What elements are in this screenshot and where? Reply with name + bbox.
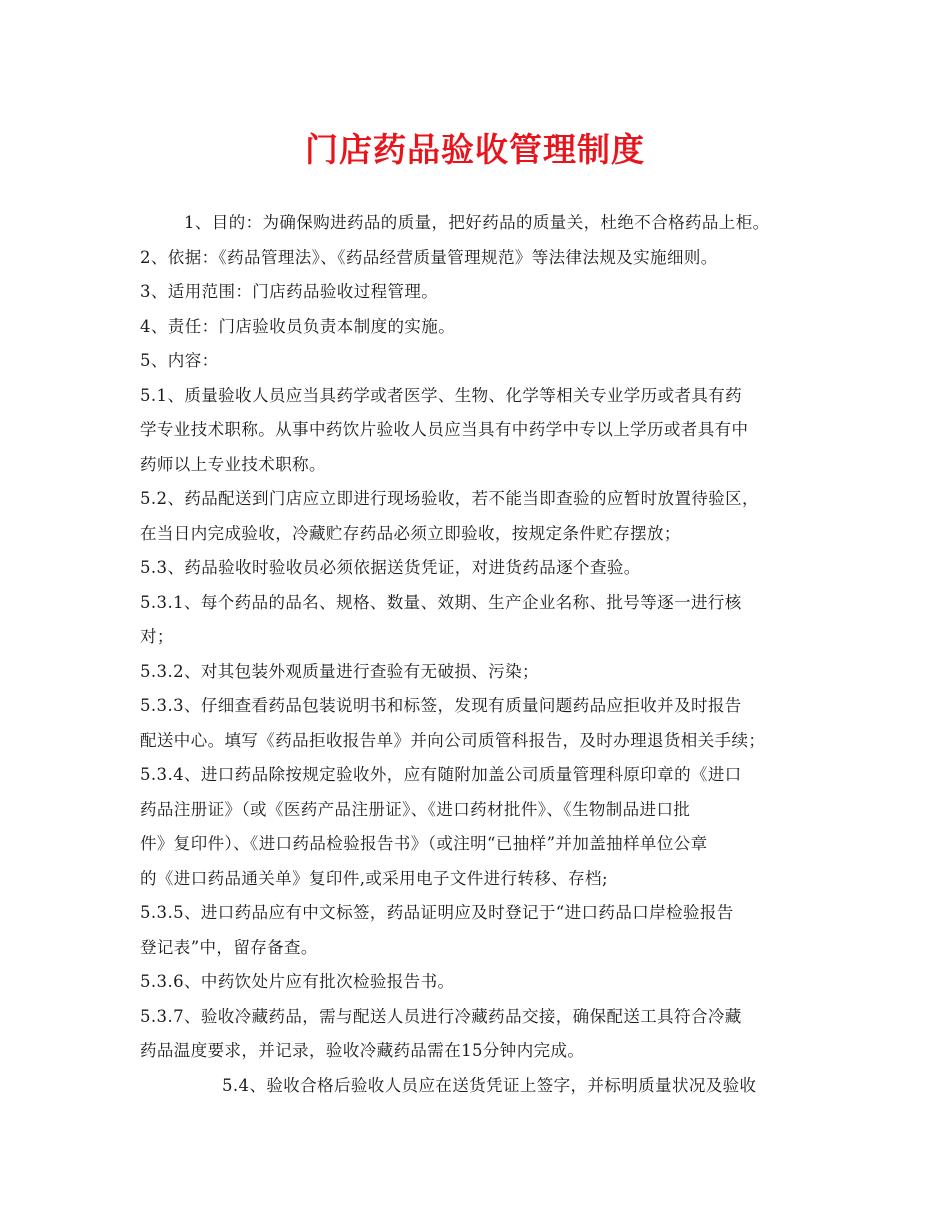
paragraph-line: 2、依据：《药品管理法》、《药品经营质量管理规范》等法律法规及实施细则。 xyxy=(140,247,718,267)
paragraph-line: 药品注册证》（或《医药产品注册证》、《进口药材批件》、《生物制品进口批 xyxy=(140,799,691,819)
paragraph-line: 的《进口药品通关单》复印件,或采用电子文件进行转移、存档; xyxy=(140,868,608,888)
paragraph-line: 3、适用范围：门店药品验收过程管理。 xyxy=(140,282,439,301)
paragraph-line: 药品温度要求，并记录，验收冷藏药品需在15分钟内完成。 xyxy=(140,1041,585,1060)
paragraph-line: 对； xyxy=(140,627,174,646)
paragraph-line: 5.3、药品验收时验收员必须依据送货凭证，对进货药品逐个查验。 xyxy=(140,558,641,577)
document-title: 门店药品验收管理制度 xyxy=(305,130,645,169)
document-body xyxy=(140,206,830,1103)
paragraph-line: 登记表”中，留存备查。 xyxy=(140,937,318,957)
paragraph-line: 5.3.5、进口药品应有中文标签，药品证明应及时登记于“进口药品口岸检验报告 xyxy=(140,903,734,922)
paragraph-line: 1、目的：为确保购进药品的质量，把好药品的质量关，杜绝不合格药品上柜。 xyxy=(184,213,770,232)
paragraph-line: 5.2、药品配送到门店应立即进行现场验收，若不能当即查验的应暂时放置待验区， xyxy=(140,489,759,508)
paragraph-line: 学专业技术职称。从事中药饮片验收人员应当具有中药学中专以上学历或者具有中 xyxy=(140,420,749,439)
paragraph-line: 5.3.6、中药饮处片应有批次检验报告书。 xyxy=(140,972,455,991)
paragraph-line: 药师以上专业技术职称。 xyxy=(140,454,326,474)
paragraph-line: 5.3.3、仔细查看药品包装说明书和标签，发现有质量问题药品应拒收并及时报告 xyxy=(140,696,742,715)
paragraph-line: 5.3.2、对其包装外观质量进行查验有无破损、污染； xyxy=(140,661,539,681)
paragraph-line: 4、责任：门店验收员负责本制度的实施。 xyxy=(140,316,456,336)
paragraph-line: 5、内容： xyxy=(140,351,219,370)
paragraph-line: 件》复印件）、《进口药品检验报告书》（或注明“已抽样”并加盖抽样单位公章 xyxy=(140,834,708,853)
paragraph-line: 5.1、质量验收人员应当具药学或者医学、生物、化学等相关专业学历或者具有药 xyxy=(140,385,743,405)
paragraph-line: 5.3.7、验收冷藏药品，需与配送人员进行冷藏药品交接，确保配送工具符合冷藏 xyxy=(140,1006,742,1026)
paragraph-line: 5.4、验收合格后验收人员应在送货凭证上签字，并标明质量状况及验收 xyxy=(222,1075,757,1095)
paragraph-line: 5.3.1、每个药品的品名、规格、数量、效期、生产企业名称、批号等逐一进行核 xyxy=(140,592,742,612)
paragraph-line: 配送中心。填写《药品拒收报告单》并向公司质管科报告，及时办理退货相关手续； xyxy=(140,730,766,750)
paragraph-line: 5.3.4、进口药品除按规定验收外，应有随附加盖公司质量管理科原印章的《进口 xyxy=(140,765,742,784)
paragraph-line: 在当日内完成验收，冷藏贮存药品必须立即验收，按规定条件贮存摆放； xyxy=(140,523,681,543)
